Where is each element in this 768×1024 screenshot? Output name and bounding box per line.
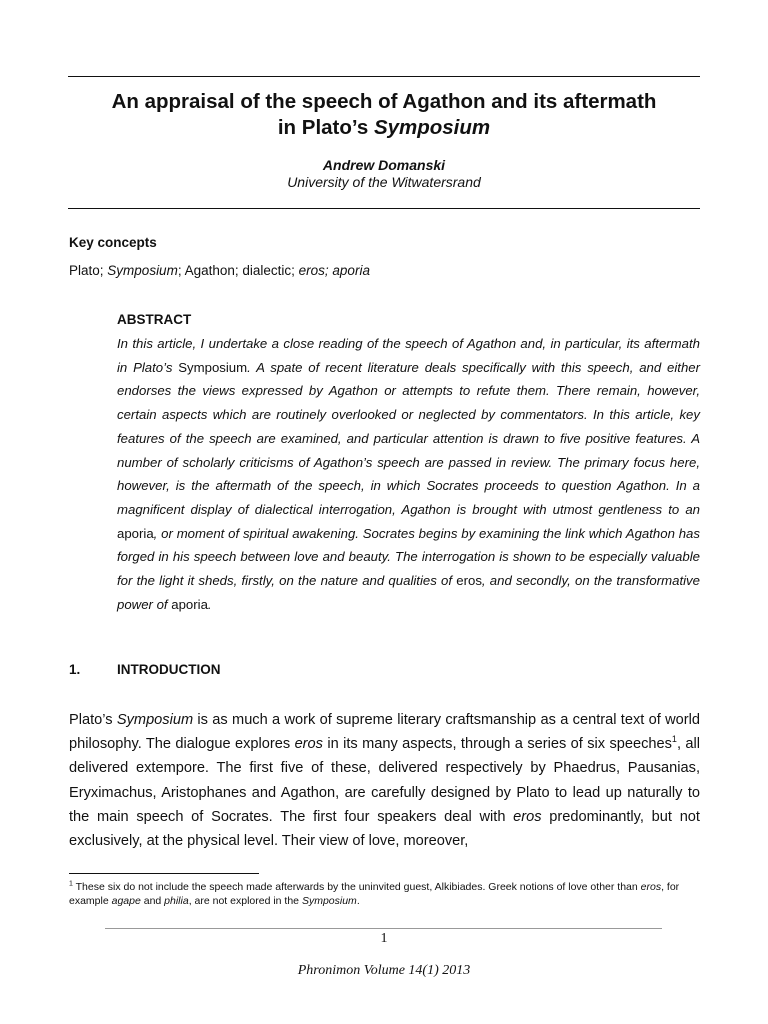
intro-segment: is as much a work of supreme literary craftsmanship as a central text of world philosophy. The dialogue explores <box>69 712 701 753</box>
footnote-segment: , for example <box>69 881 680 907</box>
abstract-segment: In this article, I undertake a close reading of the speech of Agathon and, in particular, its aftermath in Plato’s <box>117 336 700 375</box>
intro-segment: Symposium <box>116 712 194 728</box>
abstract-segment: , and secondly, on the transformative power of <box>117 573 700 612</box>
intro-segment: Plato’s <box>69 712 117 728</box>
intro-segment: predominantly, but not exclusively, at the physical level. Their view of love, moreover, <box>69 808 700 850</box>
footnote-segment: These six do not include the speech made afterwards by the uninvited guest, Alkibiades. Greek notions of love other than <box>72 881 641 893</box>
key-concepts-heading: Key concepts <box>69 235 157 250</box>
page-number: 1 <box>380 931 388 946</box>
footnote-segment: philia <box>164 895 189 907</box>
journal-citation: Phronimon Volume 14(1) 2013 <box>297 963 471 978</box>
footnote-marker[interactable]: 1 <box>671 734 677 745</box>
footnote-segment: eros <box>640 881 662 893</box>
footnote-segment: , are not explored in the <box>188 895 302 907</box>
intro-segment: in its many aspects, through a series of six speeches <box>322 736 672 753</box>
paper-title <box>60 89 708 141</box>
abstract-segment: , or moment of spiritual awakening. Socrates begins by examining the link which Agathon has forged in his speech between love and beauty. The interrogation is shown to be especially valuable for the light it sheds, firstly, on the nature and qualities of <box>117 525 700 589</box>
intro-segment: eros <box>294 736 323 753</box>
abstract-segment: . A spate of recent literature deals specifically with this speech, and either endorses the views expressed by Agathon or attempts to refute them. There remain, however, certain aspects which are routinely overlooked or neglected by commentators. In this article, key features of the speech are examined, and particular attention is drawn to five positive features. A number of scholarly criticisms of Agathon’s speech are passed in review. The primary focus here, however, is the aftermath of the speech, in which Socrates proceeds to question Agathon. In a magnificent display of dialectical interrogation, Agathon is brought with utmost gentleness to an <box>117 359 700 517</box>
introduction-paragraph <box>69 708 700 853</box>
author-name: Andrew Domanski <box>322 157 446 173</box>
section-number: 1. <box>69 662 81 677</box>
top-rule <box>68 76 700 77</box>
abstract-segment: aporia <box>117 525 154 541</box>
page-footer-rule <box>105 928 662 929</box>
abstract-segment: aporia <box>171 596 208 612</box>
title-line-2-prefix: in Plato’s <box>277 116 374 139</box>
key-concept-segment: ; Agathon; dialectic; <box>177 263 299 278</box>
title-line-2-italic: Symposium <box>373 116 491 139</box>
abstract-heading: ABSTRACT <box>117 312 192 327</box>
abstract-segment: eros <box>456 573 482 589</box>
author-affiliation: University of the Witwatersrand <box>287 174 481 190</box>
footnote-segment: agape <box>111 895 141 907</box>
intro-segment: eros <box>513 808 542 825</box>
footnote-segment: Symposium <box>301 895 357 907</box>
abstract-segment: Symposium <box>178 359 248 375</box>
section-title: INTRODUCTION <box>117 662 221 677</box>
key-concepts-list <box>69 262 370 280</box>
abstract-body <box>117 332 700 616</box>
footnote-segment: . <box>356 895 360 907</box>
intro-segment: , all delivered extempore. The first five of these, delivered respectively by Phaedrus, Pausanias, Eryximachus, Aristophanes and Agathon, are carefully designed by Plato to lead up naturally to the main speech of Socrates. The first four speakers deal with <box>69 736 700 825</box>
header-rule <box>68 208 700 209</box>
footnote <box>69 880 700 908</box>
key-concept-segment: Plato <box>69 263 100 278</box>
key-concept-segment: eros; aporia <box>298 263 370 278</box>
footnote-number: 1 <box>69 880 73 888</box>
footnote-segment: and <box>140 895 165 907</box>
key-concept-segment: ; <box>99 263 108 278</box>
key-concept-segment: Symposium <box>107 263 178 278</box>
title-line-1: An appraisal of the speech of Agathon and its aftermath <box>111 90 657 113</box>
footnote-rule <box>69 873 259 874</box>
abstract-segment: . <box>207 596 212 612</box>
